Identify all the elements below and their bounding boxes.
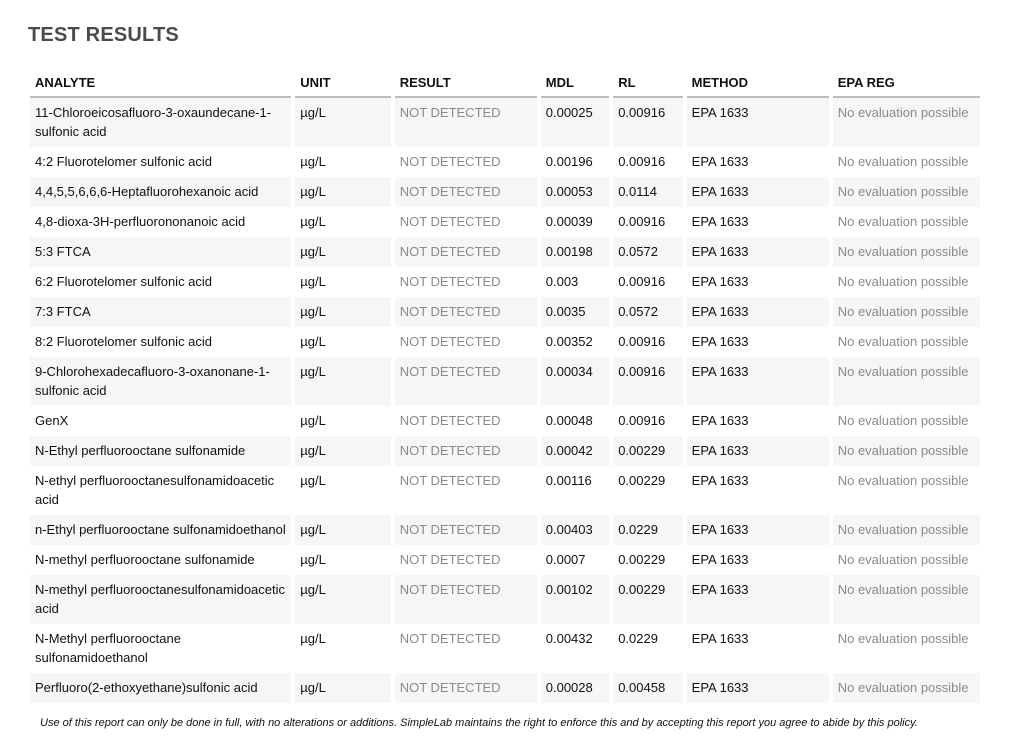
- cell-rl: 0.00916: [613, 147, 682, 177]
- cell-result: NOT DETECTED: [395, 237, 537, 267]
- table-row: [30, 357, 980, 406]
- cell-rl: 0.0114: [613, 177, 682, 207]
- cell-analyte: 4:2 Fluorotelomer sulfonic acid: [30, 147, 291, 177]
- cell-epa-reg: No evaluation possible: [833, 297, 980, 327]
- cell-rl: 0.00458: [613, 673, 682, 703]
- cell-unit: µg/L: [295, 357, 390, 406]
- cell-rl: 0.00916: [613, 267, 682, 297]
- cell-unit: µg/L: [295, 436, 390, 466]
- cell-method: EPA 1633: [687, 545, 829, 575]
- results-table: [26, 70, 984, 703]
- cell-unit: µg/L: [295, 98, 390, 147]
- cell-mdl: 0.00198: [541, 237, 609, 267]
- cell-rl: 0.0229: [613, 515, 682, 545]
- cell-analyte: N-Ethyl perfluorooctane sulfonamide: [30, 436, 291, 466]
- cell-method: EPA 1633: [687, 207, 829, 237]
- cell-unit: µg/L: [295, 545, 390, 575]
- table-row: [30, 436, 980, 466]
- column-header-method: METHOD: [687, 70, 829, 98]
- cell-method: EPA 1633: [687, 297, 829, 327]
- column-header-analyte: ANALYTE: [30, 70, 291, 98]
- cell-result: NOT DETECTED: [395, 207, 537, 237]
- cell-method: EPA 1633: [687, 515, 829, 545]
- cell-result: NOT DETECTED: [395, 575, 537, 624]
- cell-analyte: 4,4,5,5,6,6,6-Heptafluorohexanoic acid: [30, 177, 291, 207]
- cell-mdl: 0.00352: [541, 327, 609, 357]
- cell-unit: µg/L: [295, 575, 390, 624]
- cell-epa-reg: No evaluation possible: [833, 177, 980, 207]
- table-row: [30, 406, 980, 436]
- column-header-rl: RL: [613, 70, 682, 98]
- cell-analyte: 9-Chlorohexadecafluoro-3-oxanonane-1-sulfonic acid: [30, 357, 291, 406]
- cell-epa-reg: No evaluation possible: [833, 673, 980, 703]
- cell-mdl: 0.00432: [541, 624, 609, 673]
- cell-analyte: 11-Chloroeicosafluoro-3-oxaundecane-1-sulfonic acid: [30, 98, 291, 147]
- cell-result: NOT DETECTED: [395, 357, 537, 406]
- cell-epa-reg: No evaluation possible: [833, 357, 980, 406]
- table-row: [30, 327, 980, 357]
- cell-mdl: 0.00196: [541, 147, 609, 177]
- cell-rl: 0.00916: [613, 357, 682, 406]
- cell-analyte: n-Ethyl perfluorooctane sulfonamidoethanol: [30, 515, 291, 545]
- cell-mdl: 0.003: [541, 267, 609, 297]
- table-row: [30, 545, 980, 575]
- cell-method: EPA 1633: [687, 98, 829, 147]
- cell-unit: µg/L: [295, 327, 390, 357]
- cell-analyte: N-methyl perfluorooctanesulfonamidoacetic acid: [30, 575, 291, 624]
- cell-unit: µg/L: [295, 406, 390, 436]
- cell-analyte: 4,8-dioxa-3H-perfluorononanoic acid: [30, 207, 291, 237]
- cell-method: EPA 1633: [687, 575, 829, 624]
- cell-unit: µg/L: [295, 515, 390, 545]
- cell-unit: µg/L: [295, 466, 390, 515]
- cell-mdl: 0.00403: [541, 515, 609, 545]
- cell-unit: µg/L: [295, 673, 390, 703]
- cell-epa-reg: No evaluation possible: [833, 624, 980, 673]
- cell-method: EPA 1633: [687, 147, 829, 177]
- cell-epa-reg: No evaluation possible: [833, 237, 980, 267]
- cell-result: NOT DETECTED: [395, 545, 537, 575]
- cell-method: EPA 1633: [687, 177, 829, 207]
- cell-mdl: 0.00048: [541, 406, 609, 436]
- cell-method: EPA 1633: [687, 624, 829, 673]
- cell-mdl: 0.0035: [541, 297, 609, 327]
- cell-result: NOT DETECTED: [395, 267, 537, 297]
- cell-analyte: N-ethyl perfluorooctanesulfonamidoacetic acid: [30, 466, 291, 515]
- table-row: [30, 515, 980, 545]
- cell-method: EPA 1633: [687, 267, 829, 297]
- cell-analyte: 5:3 FTCA: [30, 237, 291, 267]
- cell-mdl: 0.00116: [541, 466, 609, 515]
- cell-unit: µg/L: [295, 207, 390, 237]
- cell-rl: 0.00229: [613, 545, 682, 575]
- cell-result: NOT DETECTED: [395, 673, 537, 703]
- cell-mdl: 0.00039: [541, 207, 609, 237]
- cell-unit: µg/L: [295, 147, 390, 177]
- cell-unit: µg/L: [295, 177, 390, 207]
- cell-rl: 0.00229: [613, 466, 682, 515]
- cell-result: NOT DETECTED: [395, 515, 537, 545]
- cell-analyte: N-methyl perfluorooctane sulfonamide: [30, 545, 291, 575]
- table-row: [30, 624, 980, 673]
- cell-mdl: 0.00053: [541, 177, 609, 207]
- cell-epa-reg: No evaluation possible: [833, 545, 980, 575]
- cell-epa-reg: No evaluation possible: [833, 327, 980, 357]
- table-row: [30, 237, 980, 267]
- cell-result: NOT DETECTED: [395, 327, 537, 357]
- cell-result: NOT DETECTED: [395, 177, 537, 207]
- table-row: [30, 575, 980, 624]
- cell-unit: µg/L: [295, 237, 390, 267]
- cell-epa-reg: No evaluation possible: [833, 575, 980, 624]
- cell-unit: µg/L: [295, 624, 390, 673]
- cell-rl: 0.0229: [613, 624, 682, 673]
- cell-mdl: 0.00102: [541, 575, 609, 624]
- page-title: TEST RESULTS: [28, 24, 179, 46]
- table-row: [30, 466, 980, 515]
- table-row: [30, 207, 980, 237]
- table-row: [30, 297, 980, 327]
- cell-result: NOT DETECTED: [395, 98, 537, 147]
- cell-mdl: 0.00034: [541, 357, 609, 406]
- cell-unit: µg/L: [295, 267, 390, 297]
- cell-rl: 0.0572: [613, 297, 682, 327]
- cell-analyte: 7:3 FTCA: [30, 297, 291, 327]
- cell-result: NOT DETECTED: [395, 406, 537, 436]
- cell-rl: 0.00916: [613, 327, 682, 357]
- cell-mdl: 0.0007: [541, 545, 609, 575]
- cell-epa-reg: No evaluation possible: [833, 515, 980, 545]
- cell-result: NOT DETECTED: [395, 436, 537, 466]
- cell-epa-reg: No evaluation possible: [833, 436, 980, 466]
- cell-analyte: 6:2 Fluorotelomer sulfonic acid: [30, 267, 291, 297]
- cell-mdl: 0.00028: [541, 673, 609, 703]
- table-row: [30, 98, 980, 147]
- table-row: [30, 267, 980, 297]
- cell-rl: 0.00916: [613, 207, 682, 237]
- column-header-epa-reg: EPA REG: [833, 70, 980, 98]
- cell-method: EPA 1633: [687, 436, 829, 466]
- cell-result: NOT DETECTED: [395, 147, 537, 177]
- cell-method: EPA 1633: [687, 673, 829, 703]
- cell-analyte: 8:2 Fluorotelomer sulfonic acid: [30, 327, 291, 357]
- cell-rl: 0.00229: [613, 436, 682, 466]
- cell-epa-reg: No evaluation possible: [833, 466, 980, 515]
- cell-unit: µg/L: [295, 297, 390, 327]
- cell-epa-reg: No evaluation possible: [833, 207, 980, 237]
- cell-epa-reg: No evaluation possible: [833, 267, 980, 297]
- cell-mdl: 0.00042: [541, 436, 609, 466]
- cell-method: EPA 1633: [687, 237, 829, 267]
- cell-rl: 0.00916: [613, 98, 682, 147]
- table-row: [30, 673, 980, 703]
- cell-analyte: Perfluoro(2-ethoxyethane)sulfonic acid: [30, 673, 291, 703]
- report-disclaimer: Use of this report can only be done in full, with no alterations or additions. SimpleLab maintains the right to enforce this and by accepting this report you agree to abide by this policy.: [40, 717, 918, 729]
- cell-result: NOT DETECTED: [395, 297, 537, 327]
- cell-epa-reg: No evaluation possible: [833, 98, 980, 147]
- cell-epa-reg: No evaluation possible: [833, 406, 980, 436]
- cell-result: NOT DETECTED: [395, 466, 537, 515]
- cell-rl: 0.0572: [613, 237, 682, 267]
- cell-epa-reg: No evaluation possible: [833, 147, 980, 177]
- cell-analyte: N-Methyl perfluorooctane sulfonamidoethanol: [30, 624, 291, 673]
- column-header-unit: UNIT: [295, 70, 390, 98]
- column-header-result: RESULT: [395, 70, 537, 98]
- cell-rl: 0.00916: [613, 406, 682, 436]
- column-header-mdl: MDL: [541, 70, 609, 98]
- table-row: [30, 147, 980, 177]
- cell-method: EPA 1633: [687, 466, 829, 515]
- cell-method: EPA 1633: [687, 357, 829, 406]
- cell-result: NOT DETECTED: [395, 624, 537, 673]
- cell-analyte: GenX: [30, 406, 291, 436]
- results-table-body: [30, 98, 980, 703]
- table-row: [30, 177, 980, 207]
- table-header-row: [30, 70, 980, 98]
- cell-method: EPA 1633: [687, 327, 829, 357]
- cell-method: EPA 1633: [687, 406, 829, 436]
- cell-mdl: 0.00025: [541, 98, 609, 147]
- cell-rl: 0.00229: [613, 575, 682, 624]
